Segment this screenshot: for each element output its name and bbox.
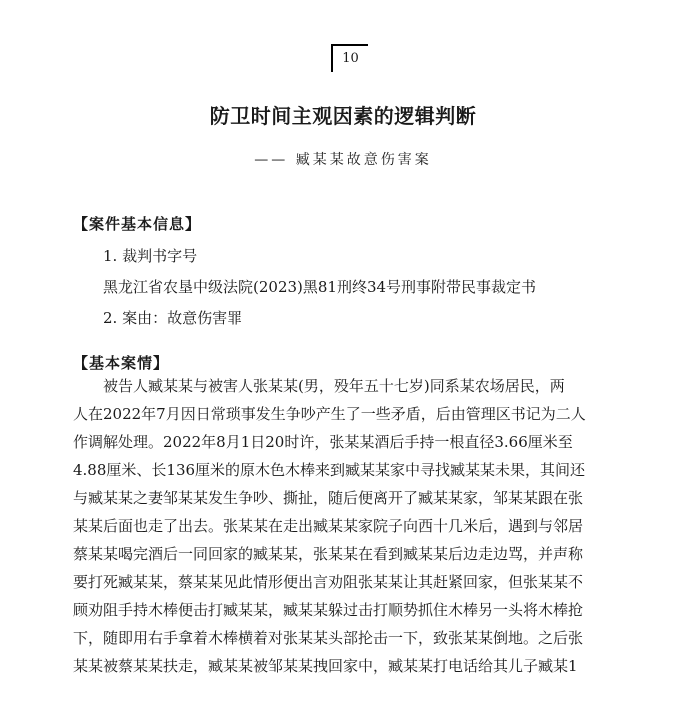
facts-line: 某某被蔡某某扶走，臧某某被邹某某拽回家中，臧某某打电话给其儿子臧某1: [73, 657, 578, 675]
page-number: 10: [331, 44, 368, 72]
facts-line: 4.88厘米、长136厘米的原木色木棒来到臧某某家中寻找臧某某未果，其间还: [73, 461, 586, 479]
section-heading-facts: 【基本案情】: [73, 354, 170, 372]
facts-line: 要打死臧某某，蔡某某见此情形便出言劝阻张某某让其赶紧回家，但张某某不: [73, 573, 584, 591]
facts-paragraph: [73, 372, 633, 680]
case-number-label: 1. 裁判书字号: [103, 247, 198, 265]
facts-line: 下，随即用右手拿着木棒横着对张某某头部抡击一下，致张某某倒地。之后张: [73, 629, 584, 647]
document-title: 防卫时间主观因素的逻辑判断: [209, 104, 477, 128]
document-subtitle: —— 臧某某故意伤害案: [254, 152, 432, 168]
facts-line: 作调解处理。2022年8月1日20时许，张某某酒后手持一根直径3.66厘米至: [73, 433, 573, 451]
facts-line: 人在2022年7月因日常琐事发生争吵产生了一些矛盾，后由管理区书记为二人: [73, 405, 586, 423]
section-heading-basic-info: 【案件基本信息】: [73, 215, 202, 233]
facts-line: 某某后面也走了出去。张某某在走出臧某某家院子向西十几米后，遇到与邻居: [73, 517, 584, 535]
facts-line: 与臧某某之妻邹某某发生争吵、撕扯，随后便离开了臧某某家，邹某某跟在张: [73, 489, 584, 507]
case-cause: 2. 案由：故意伤害罪: [103, 309, 243, 327]
facts-line: 蔡某某喝完酒后一同回家的臧某某，张某某在看到臧某某后边走边骂，并声称: [73, 545, 584, 563]
facts-line: 顾劝阻手持木棒便击打臧某某，臧某某躲过击打顺势抓住木棒另一头将木棒抢: [73, 601, 584, 619]
case-number-value: 黑龙江省农垦中级法院(2023)黑81刑终34号刑事附带民事裁定书: [103, 278, 537, 296]
facts-line: 被告人臧某某与被害人张某某(男，殁年五十七岁)同系某农场居民，两: [103, 377, 565, 395]
